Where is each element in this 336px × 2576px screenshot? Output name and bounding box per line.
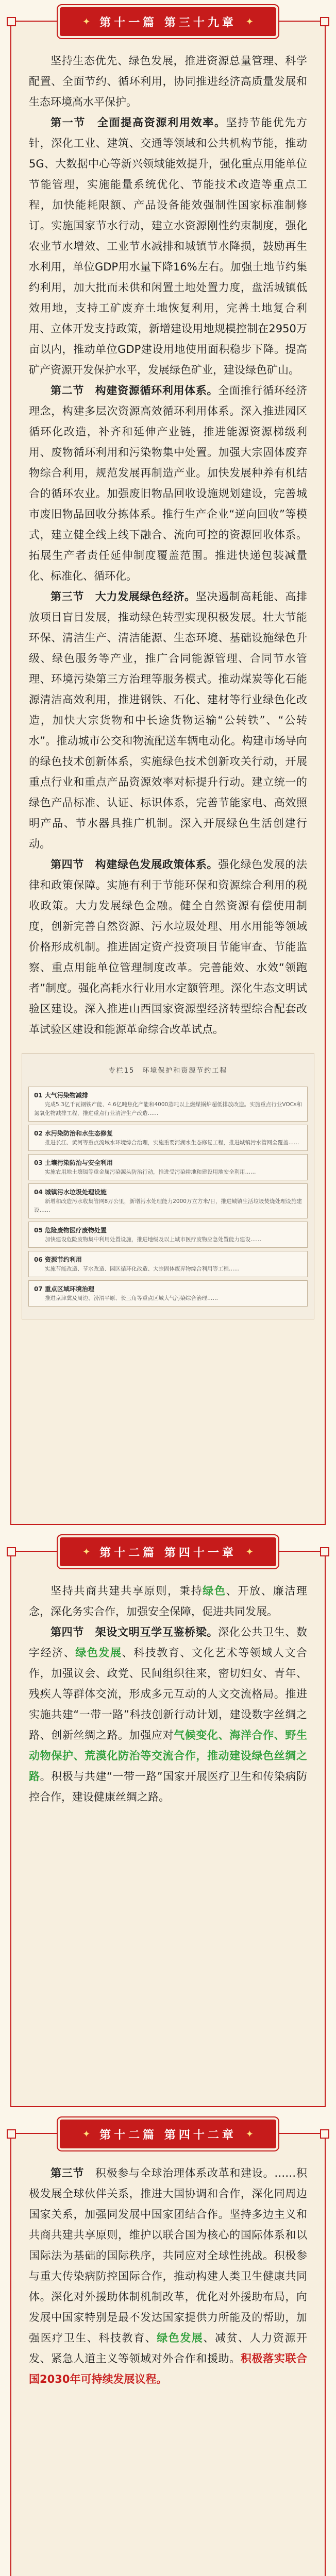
text-run: 、开放、廉洁理念，深化务实合作，加强安全保障，促进共同发展。	[29, 1585, 308, 1618]
section-4-title: 第四节 构建绿色发展政策体系。	[51, 858, 219, 871]
box-item	[28, 1183, 308, 1218]
box-item	[28, 1154, 308, 1180]
text-run: 积极参与全球治理体系改革和建设。……积极发展全球伙伴关系，推进大国协调和合作，深化同周边国家关系，加强同发展中国家团结合作。坚持多边主义和共商共建共享原则，维护以联合国为核心的国际体系和以国际法为基础的国际秩序，共同应对全球性挑战。积极参与重大传染病防控国际合作，推动构建人类卫生健康共同体。深化对外援助体制机制改革，优化对外援助布局，向发展中国家特别是最不发达国家提供力所能及的帮助，加强医疗卫生、科技教育、	[29, 2167, 308, 2344]
box-item-title: 03 土壤污染防治与安全利用	[34, 1159, 113, 1166]
column-box-title: 专栏15 环境保护和资源节约工程	[108, 1067, 228, 1075]
box-item-text: 新增和改造污水收集管网8万公里，新增污水处理能力2000万立方米/日，推进城镇生活垃圾焚烧处理设施建设……	[34, 1198, 302, 1213]
flourish-icon: ✦	[82, 1546, 91, 1557]
box-item	[28, 1087, 308, 1122]
box-item	[28, 1251, 308, 1277]
chapter-41-title: 第十二篇 第四十一章	[99, 1546, 237, 1560]
highlight-red: 积极落实联合国2030年可持续发展议程。	[29, 2352, 307, 2385]
highlight-green: 绿色发展	[157, 2332, 204, 2344]
section-title: 第三节	[51, 2167, 85, 2179]
section-title: 第四节 架设文明互学互鉴桥梁。	[51, 1626, 219, 1638]
box-item-title: 05 危险废物医疗废物处置	[34, 1227, 107, 1234]
chapter-42-title: 第十二篇 第四十二章	[99, 2128, 237, 2142]
box-item-text: 实施节能改造、节水改造、园区循环化改造、大宗固体废弃物综合利用等工程……	[45, 1266, 240, 1272]
section-3	[29, 586, 307, 854]
chapter-41-header	[60, 1537, 276, 1566]
box-item-text: 完成5.3亿千瓦钢铁产能、4.6亿吨焦化产能和4000蒸吨以上燃煤锅炉超低排放改造。实施重点行业VOCs和氮氧化物减排工程，推进重点行业清洁生产改造……	[34, 1101, 302, 1116]
chapter-41-intro	[29, 1581, 307, 1622]
flourish-icon: ✦	[245, 1546, 254, 1557]
text-run: 、减贫、人力资源开发、紧急人道主义等领域对外合作和援助。	[29, 2332, 308, 2365]
box-item-text: 加快建设危险废物集中利用处置设施，推进地级及以上城市医疗废物应急处置能力建设……	[45, 1236, 261, 1243]
text-run: 。积极与共建“一带一路”国家开展医疗卫生和传染病防控合作，建设健康丝绸之路。	[29, 1770, 307, 1803]
chapter-41-block	[10, 1546, 326, 2107]
chapter-39-intro: 坚持生态优先、绿色发展，推进资源总量管理、科学配置、全面节约、循环利用，协同推进经济高质量发展和生态环境高水平保护。	[29, 55, 307, 108]
box-item-text: 推进京津冀及周边、汾渭平原、长三角等重点区域大气污染综合治理……	[45, 1295, 218, 1301]
box-item	[28, 1125, 308, 1151]
section-1-body: 坚持节能优先方针，深化工业、建筑、交通等领域和公共机构节能，推动5G、大数据中心等新兴领域能效提升，强化重点用能单位节能管理，实施能量系统优化、节能技术改造等重点工程，加快能耗限额、产品设备能效强制性国家标准制修订。实施国家节水行动，建立水资源刚性约束制度，强化农业节水增效、工业节水减排和城镇节水降损，鼓励再生水利用，单位GDP用水量下降16%左右。加强土地节约集约利用，加大批而未供和闲置土地处置力度，盘活城镇低效用地，支持工矿废弃土地恢复利用，完善土地复合利用、立体开发支持政策，新增建设用地规模控制在2950万亩以内，推动单位GDP建设用地使用面积稳步下降。提高矿产资源开发保护水平，发展绿色矿业，建设绿色矿山。	[29, 116, 308, 376]
flourish-icon: ✦	[82, 16, 91, 27]
text-run: 深化公共卫生、数字经济、	[29, 1626, 308, 1659]
flourish-icon: ✦	[82, 2128, 91, 2140]
section-2-title: 第二节 构建资源循环利用体系。	[51, 384, 219, 397]
text-run: 、科技教育、文化艺术等领域人文合作，加强议会、政党、民间组织往来，密切妇女、青年、残疾人等群体交流，形成多元互动的人文交流格局。推进实施共建“一带一路”科技创新行动计划，建设数字丝绸之路、创新丝绸之路。加强应对	[29, 1647, 308, 1741]
box-item-title: 01 大气污染物减排	[34, 1092, 88, 1099]
box-item-text: 推进长江、黄河等重点流域水环境综合治理，实施重要河湖水生态修复工程，推进城镇污水管网全覆盖……	[45, 1140, 299, 1146]
section-4	[29, 1622, 307, 1807]
section-4	[29, 854, 307, 1040]
section-3	[29, 2163, 307, 2389]
chapter-39-title: 第十一篇 第三十九章	[99, 16, 237, 29]
chapter-39-body	[11, 22, 325, 1349]
chapter-39-header	[60, 7, 276, 36]
chapter-39-block	[10, 16, 326, 1525]
section-2-body: 全面推行循环经济理念，构建多层次资源高效循环利用体系。深入推进园区循环化改造，补齐和延伸产业链，推进能源资源梯级利用、废物循环利用和污染物集中处置。加强大宗固体废弃物综合利用，规范发展再制造产业。加快发展种养有机结合的循环农业。加强废旧物品回收设施规划建设，完善城市废旧物品回收分拣体系。推行生产企业“逆向回收”等模式，建立健全线上线下融合、流向可控的资源回收体系。拓展生产者责任延伸制度覆盖范围。推进快递包装减量化、标准化、循环化。	[29, 384, 308, 582]
section-4-body: 强化绿色发展的法律和政策保障。实施有利于节能环保和资源综合利用的税收政策。大力发展绿色金融。健全自然资源有偿使用制度，创新完善自然资源、污水垃圾处理、用水用能等领域价格形成机制。推进固定资产投资项目节能审查、节能监察、重点用能单位管理制度改革。完善能效、水效“领跑者”制度。强化高耗水行业用水定额管理。深化生态文明试验区建设。深入推进山西国家资源型经济转型综合配套改革试验区建设和能源革命综合改革试点。	[29, 858, 308, 1036]
section-1-title: 第一节 全面提高资源利用效率。	[51, 116, 226, 129]
section-1	[29, 112, 307, 380]
box-item-title: 06 资源节约利用	[34, 1256, 82, 1263]
text-run: 坚持共商共建共享原则，秉持	[51, 1585, 203, 1597]
box-item	[28, 1222, 308, 1248]
chapter-42-header	[60, 2120, 276, 2148]
chapter-41-body	[11, 1552, 325, 1827]
box-item-text: 实施农用地土壤镉等重金属污染源头防治行动，推进受污染耕地和建设用地安全利用……	[45, 1169, 256, 1175]
chapter-42-block	[10, 2128, 326, 2576]
highlight-green: 绿色	[203, 1585, 226, 1597]
highlight-green: 气候变化、海洋合作、野生动物保护、荒漠化防治等交流合作，推动建设绿色丝绸之路	[29, 1729, 307, 1783]
chapter-42-body	[11, 2134, 325, 2409]
box-item-title: 02 水污染防治和水生态修复	[34, 1130, 113, 1137]
section-2	[29, 380, 307, 586]
box-item-title: 07 重点区域环境治理	[34, 1285, 94, 1293]
highlight-green: 绿色发展	[75, 1647, 122, 1659]
box-item-title: 04 城镇污水垃圾处理设施	[34, 1189, 107, 1196]
section-3-body: 坚决遏制高耗能、高排放项目盲目发展，推动绿色转型实现积极发展。壮大节能环保、清洁生产、清洁能源、生态环境、基础设施绿色升级、绿色服务等产业，推广合同能源管理、合同节水管理、环境污染第三方治理等服务模式。推动煤炭等化石能源清洁高效利用，推进钢铁、石化、建材等行业绿色化改造，加快大宗货物和中长途货物运输“公转铁”、“公转水”。推动城市公交和物流配送车辆电动化。构建市场导向的绿色技术创新体系，实施绿色技术创新攻关行动，开展重点行业和重点产品资源效率对标提升行动。建立统一的绿色产品标准、认证、标识体系，完善节能家电、高效照明产品、节水器具推广机制。深入开展绿色生活创建行动。	[29, 590, 308, 850]
flourish-icon: ✦	[245, 16, 254, 27]
flourish-icon: ✦	[245, 2128, 254, 2140]
section-3-title: 第三节 大力发展绿色经济。	[51, 590, 196, 603]
box-item	[28, 1280, 308, 1307]
column-box-15	[22, 1053, 314, 1319]
